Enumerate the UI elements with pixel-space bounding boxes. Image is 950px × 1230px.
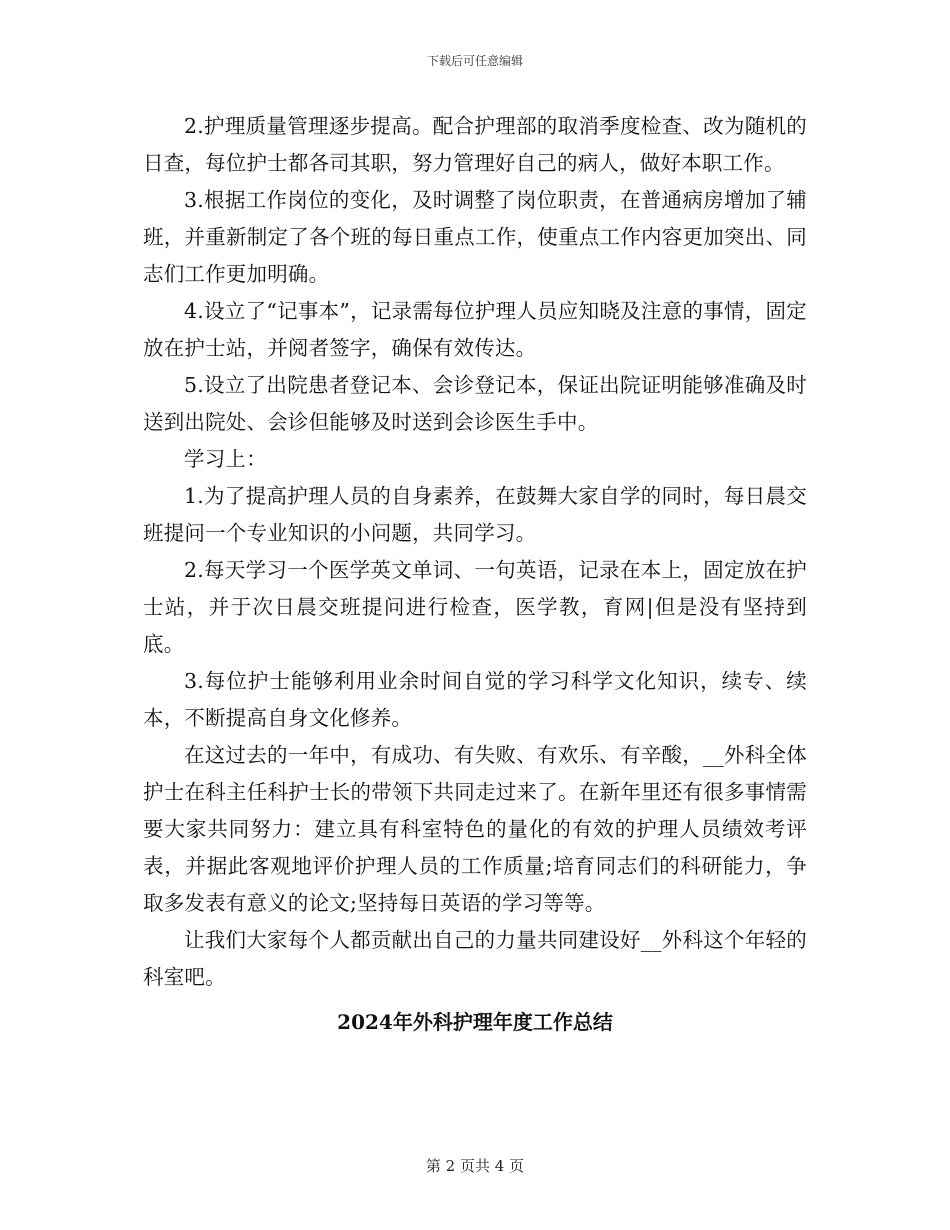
paragraph-registration: 5.设立了出院患者登记本、会诊登记本，保证出院证明能够准确及时送到出院处、会诊但能够及时送到会诊医生手中。 xyxy=(143,373,807,434)
page-number: 第 2 页共 4 页 xyxy=(425,1157,525,1175)
paragraph-post-adjustment: 3.根据工作岗位的变化，及时调整了岗位职责，在普通病房增加了辅班，并重新制定了各个班的每日重点工作，使重点工作内容更加突出、同志们工作更加明确。 xyxy=(143,188,807,286)
page-header-note: 下载后可任意编辑 xyxy=(426,54,523,68)
section-title: 2024年外科护理年度工作总结 xyxy=(337,1010,613,1034)
paragraph-notebook: 4.设立了“记事本”，记录需每位护理人员应知晓及注意的事情，固定放在护士站，并阅者签字，确保有效传达。 xyxy=(143,299,807,360)
paragraph-quality-management: 2.护理质量管理逐步提高。配合护理部的取消季度检查、改为随机的日查，每位护士都各司其职，努力管理好自己的病人，做好本职工作。 xyxy=(143,114,807,175)
paragraph-study-2: 2.每天学习一个医学英文单词、一句英语，记录在本上，固定放在护士站，并于次日晨交班提问进行检查，医学教，育网|但是没有坚持到底。 xyxy=(143,558,807,656)
paragraph-closing: 让我们大家每个人都贡献出自己的力量共同建设好__外科这个年轻的科室吧。 xyxy=(143,928,807,989)
paragraph-study-3: 3.每位护士能够利用业余时间自觉的学习科学文化知识，续专、续本，不断提高自身文化修养。 xyxy=(143,669,807,730)
paragraph-study-1: 1.为了提高护理人员的自身素养，在鼓舞大家自学的同时，每日晨交班提问一个专业知识的小问题，共同学习。 xyxy=(143,484,807,545)
paragraph-study-heading: 学习上： xyxy=(184,447,267,471)
document-body xyxy=(143,108,807,1041)
paragraph-year-review: 在这过去的一年中，有成功、有失败、有欢乐、有辛酸，__外科全体护士在科主任科护士长的带领下共同走过来了。在新年里还有很多事情需要大家共同努力：建立具有科室特色的量化的有效的护理人员绩效考评表，并据此客观地评价护理人员的工作质量;培育同志们的科研能力，争取多发表有意义的论文;坚持每日英语的学习等等。 xyxy=(143,743,807,915)
